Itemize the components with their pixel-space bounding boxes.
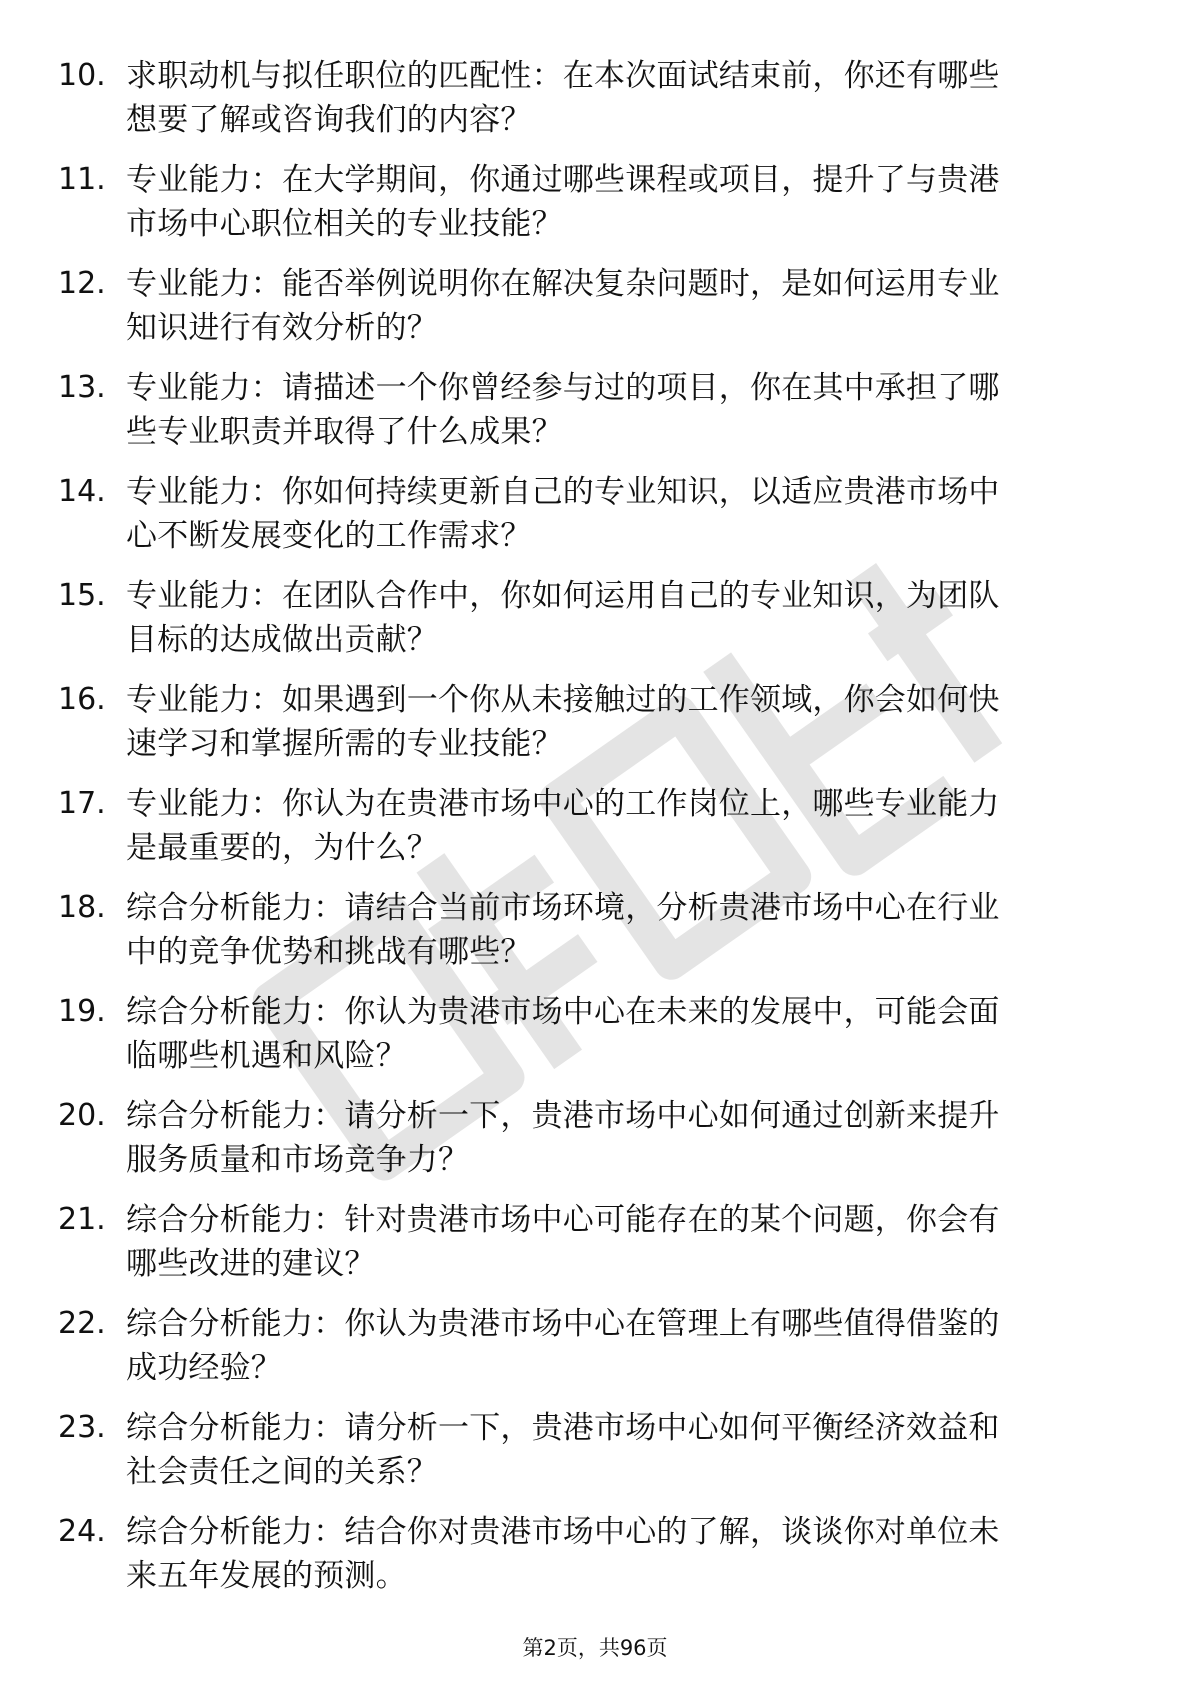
question-item-13 [0, 366, 1190, 470]
question-line: 社会责任之间的关系？ [126, 1454, 438, 1490]
question-line: 速学习和掌握所需的专业技能？ [126, 726, 563, 762]
question-number: 23. [58, 1410, 106, 1445]
question-number: 18. [58, 890, 106, 925]
question-item-24 [0, 1510, 1190, 1614]
question-line: 来五年发展的预测。 [126, 1558, 407, 1594]
question-text [126, 678, 1126, 766]
question-number: 15. [58, 578, 106, 613]
question-text [126, 158, 1126, 246]
question-line: 综合分析能力：请分析一下，贵港市场中心如何通过创新来提升 [126, 1098, 1000, 1134]
question-text [126, 1094, 1126, 1182]
question-list [0, 54, 1190, 1614]
question-line: 专业能力：在大学期间，你通过哪些课程或项目，提升了与贵港 [126, 162, 1000, 198]
question-item-23 [0, 1406, 1190, 1510]
question-item-21 [0, 1198, 1190, 1302]
question-item-10 [0, 54, 1190, 158]
question-text [126, 470, 1126, 558]
question-item-20 [0, 1094, 1190, 1198]
question-text [126, 1198, 1126, 1286]
question-text [126, 1510, 1126, 1598]
question-item-18 [0, 886, 1190, 990]
question-line: 综合分析能力：请分析一下，贵港市场中心如何平衡经济效益和 [126, 1410, 1000, 1446]
question-line: 临哪些机遇和风险？ [126, 1038, 407, 1074]
question-line: 综合分析能力：结合你对贵港市场中心的了解，谈谈你对单位未 [126, 1514, 1000, 1550]
question-text [126, 1302, 1126, 1390]
question-text [126, 54, 1126, 142]
question-text [126, 1406, 1126, 1494]
question-item-19 [0, 990, 1190, 1094]
question-line: 专业能力：在团队合作中，你如何运用自己的专业知识，为团队 [126, 578, 1000, 614]
question-line: 综合分析能力：你认为贵港市场中心在未来的发展中，可能会面 [126, 994, 1000, 1030]
question-line: 求职动机与拟任职位的匹配性：在本次面试结束前，你还有哪些 [126, 58, 1000, 94]
question-line: 专业能力：请描述一个你曾经参与过的项目，你在其中承担了哪 [126, 370, 1000, 406]
question-number: 10. [58, 58, 106, 93]
question-number: 16. [58, 682, 106, 717]
page-number-label: 第2页，共96页 [522, 1636, 668, 1660]
question-text [126, 990, 1126, 1078]
question-number: 21. [58, 1202, 106, 1237]
question-text [126, 366, 1126, 454]
question-line: 知识进行有效分析的？ [126, 310, 438, 346]
question-number: 13. [58, 370, 106, 405]
question-item-12 [0, 262, 1190, 366]
question-number: 12. [58, 266, 106, 301]
question-line: 想要了解或咨询我们的内容？ [126, 102, 532, 138]
question-text [126, 574, 1126, 662]
question-number: 24. [58, 1514, 106, 1549]
question-line: 专业能力：如果遇到一个你从未接触过的工作领域，你会如何快 [126, 682, 1000, 718]
question-line: 哪些改进的建议？ [126, 1246, 376, 1282]
question-item-14 [0, 470, 1190, 574]
question-line: 目标的达成做出贡献？ [126, 622, 438, 658]
question-line: 些专业职责并取得了什么成果？ [126, 414, 563, 450]
page-footer [0, 1634, 1190, 1662]
question-item-11 [0, 158, 1190, 262]
question-number: 11. [58, 162, 106, 197]
question-line: 专业能力：能否举例说明你在解决复杂问题时，是如何运用专业 [126, 266, 1000, 302]
question-line: 综合分析能力：你认为贵港市场中心在管理上有哪些值得借鉴的 [126, 1306, 1000, 1342]
question-text [126, 782, 1126, 870]
question-line: 心不断发展变化的工作需求？ [126, 518, 532, 554]
question-text [126, 886, 1126, 974]
question-line: 服务质量和市场竞争力？ [126, 1142, 470, 1178]
question-number: 14. [58, 474, 106, 509]
question-line: 专业能力：你如何持续更新自己的专业知识，以适应贵港市场中 [126, 474, 1000, 510]
question-item-22 [0, 1302, 1190, 1406]
question-number: 20. [58, 1098, 106, 1133]
question-item-15 [0, 574, 1190, 678]
question-item-17 [0, 782, 1190, 886]
question-line: 中的竞争优势和挑战有哪些？ [126, 934, 532, 970]
question-line: 综合分析能力：针对贵港市场中心可能存在的某个问题，你会有 [126, 1202, 1000, 1238]
question-number: 22. [58, 1306, 106, 1341]
question-line: 市场中心职位相关的专业技能？ [126, 206, 563, 242]
question-line: 是最重要的，为什么？ [126, 830, 438, 866]
question-number: 19. [58, 994, 106, 1029]
question-number: 17. [58, 786, 106, 821]
question-line: 专业能力：你认为在贵港市场中心的工作岗位上，哪些专业能力 [126, 786, 1000, 822]
question-text [126, 262, 1126, 350]
question-line: 综合分析能力：请结合当前市场环境，分析贵港市场中心在行业 [126, 890, 1000, 926]
question-line: 成功经验？ [126, 1350, 282, 1386]
question-item-16 [0, 678, 1190, 782]
